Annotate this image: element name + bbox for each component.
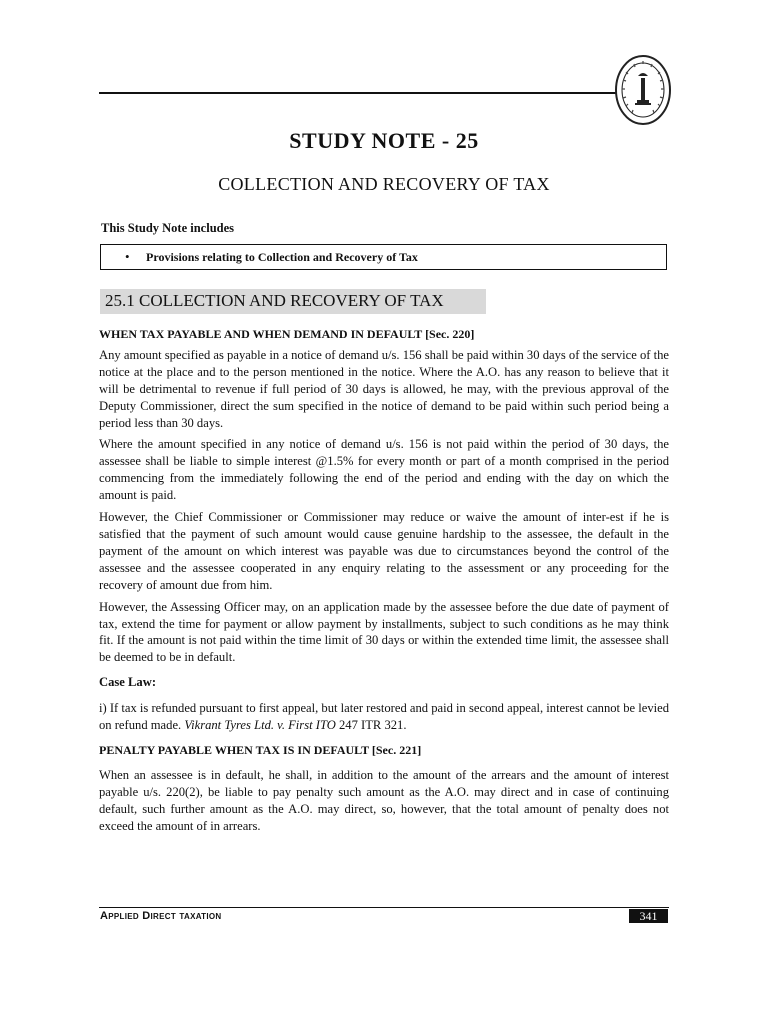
paragraph-3: However, the Chief Commissioner or Commissioner may reduce or waive the amount of inter-est if he is satisfied that the payment of such amount would cause genuine hardship to the assessee, the default in the payment of the amount on which interest was payable was due to circumstances beyond the control of the assessee and the assessee cooperated in any enquiry relating to the assessment or any proceeding for the recovery of amount due from him. xyxy=(99,510,669,592)
footer-rule xyxy=(99,907,669,908)
bullet-icon: • xyxy=(125,249,130,264)
paragraph-4: However, the Assessing Officer may, on an application made by the assessee before the due date of payment of tax, extend the time for payment or allow payment by installments, subject to such conditions as he may think fit. If the amount is not paid within the time limit of 30 days or within the extended time limit, the assessee shall be deemed to be in default. xyxy=(99,599,669,665)
section-221-heading: PENALTY PAYABLE WHEN TAX IS IN DEFAULT [Sec. 221] xyxy=(99,742,422,757)
case-law-label: Case Law: xyxy=(99,675,157,690)
section-heading: 25.1 COLLECTION AND RECOVERY OF TAX xyxy=(100,289,486,314)
includes-item: Provisions relating to Collection and Recovery of Tax xyxy=(146,250,418,264)
section-220-heading: WHEN TAX PAYABLE AND WHEN DEMAND IN DEFAULT [Sec. 220] xyxy=(99,327,475,341)
includes-label: This Study Note includes xyxy=(101,221,235,235)
paragraph-2: Where the amount specified in any notice of demand u/s. 156 is not paid within the period of 30 days, the assessee shall be liable to simple interest @1.5% for every month or part of a month comprised in the period commencing from the immediately following the end of the period and ending with the day on which the amount is paid. xyxy=(99,437,669,503)
page-subtitle: COLLECTION AND RECOVERY OF TAX xyxy=(218,174,550,194)
paragraph-5: When an assessee is in default, he shall, in addition to the amount of the arrears and the amount of interest payable u/s. 220(2), be liable to pay penalty such amount as the A.O. may direct and in case of continuing default, such further amount as the A.O. may direct, so, however, that the total amount of penalty does not exceed the amount of in arrears. xyxy=(99,767,669,833)
case-law-reference: 247 ITR 321. xyxy=(335,718,407,733)
document-body xyxy=(99,326,669,839)
case-law-paragraph xyxy=(99,700,669,734)
includes-box xyxy=(100,244,667,270)
header-rule xyxy=(99,92,616,94)
case-law-text: i) If tax is refunded pursuant to first appeal, but later restored and paid in second appeal, interest cannot be levied on refund made. xyxy=(99,701,670,733)
institute-seal-icon xyxy=(612,52,674,128)
footer-book-title: Applied Direct taxation xyxy=(100,910,222,922)
page-title: STUDY NOTE - 25 xyxy=(289,128,479,153)
paragraph-1: Any amount specified as payable in a notice of demand u/s. 156 shall be paid within 30 days of the service of the notice at the place and to the person mentioned in the notice. Where the A.O. has any reason to believe that it will be detrimental to revenue if full period of 30 days is allowed, he may, with the previous approval of the Deputy Commissioner, direct the sum specified in the notice of demand to be paid within such period being a period less than 30 days. xyxy=(99,347,669,430)
page-number: 341 xyxy=(629,909,668,923)
case-law-citation: Vikrant Tyres Ltd. v. First ITO xyxy=(184,718,336,733)
